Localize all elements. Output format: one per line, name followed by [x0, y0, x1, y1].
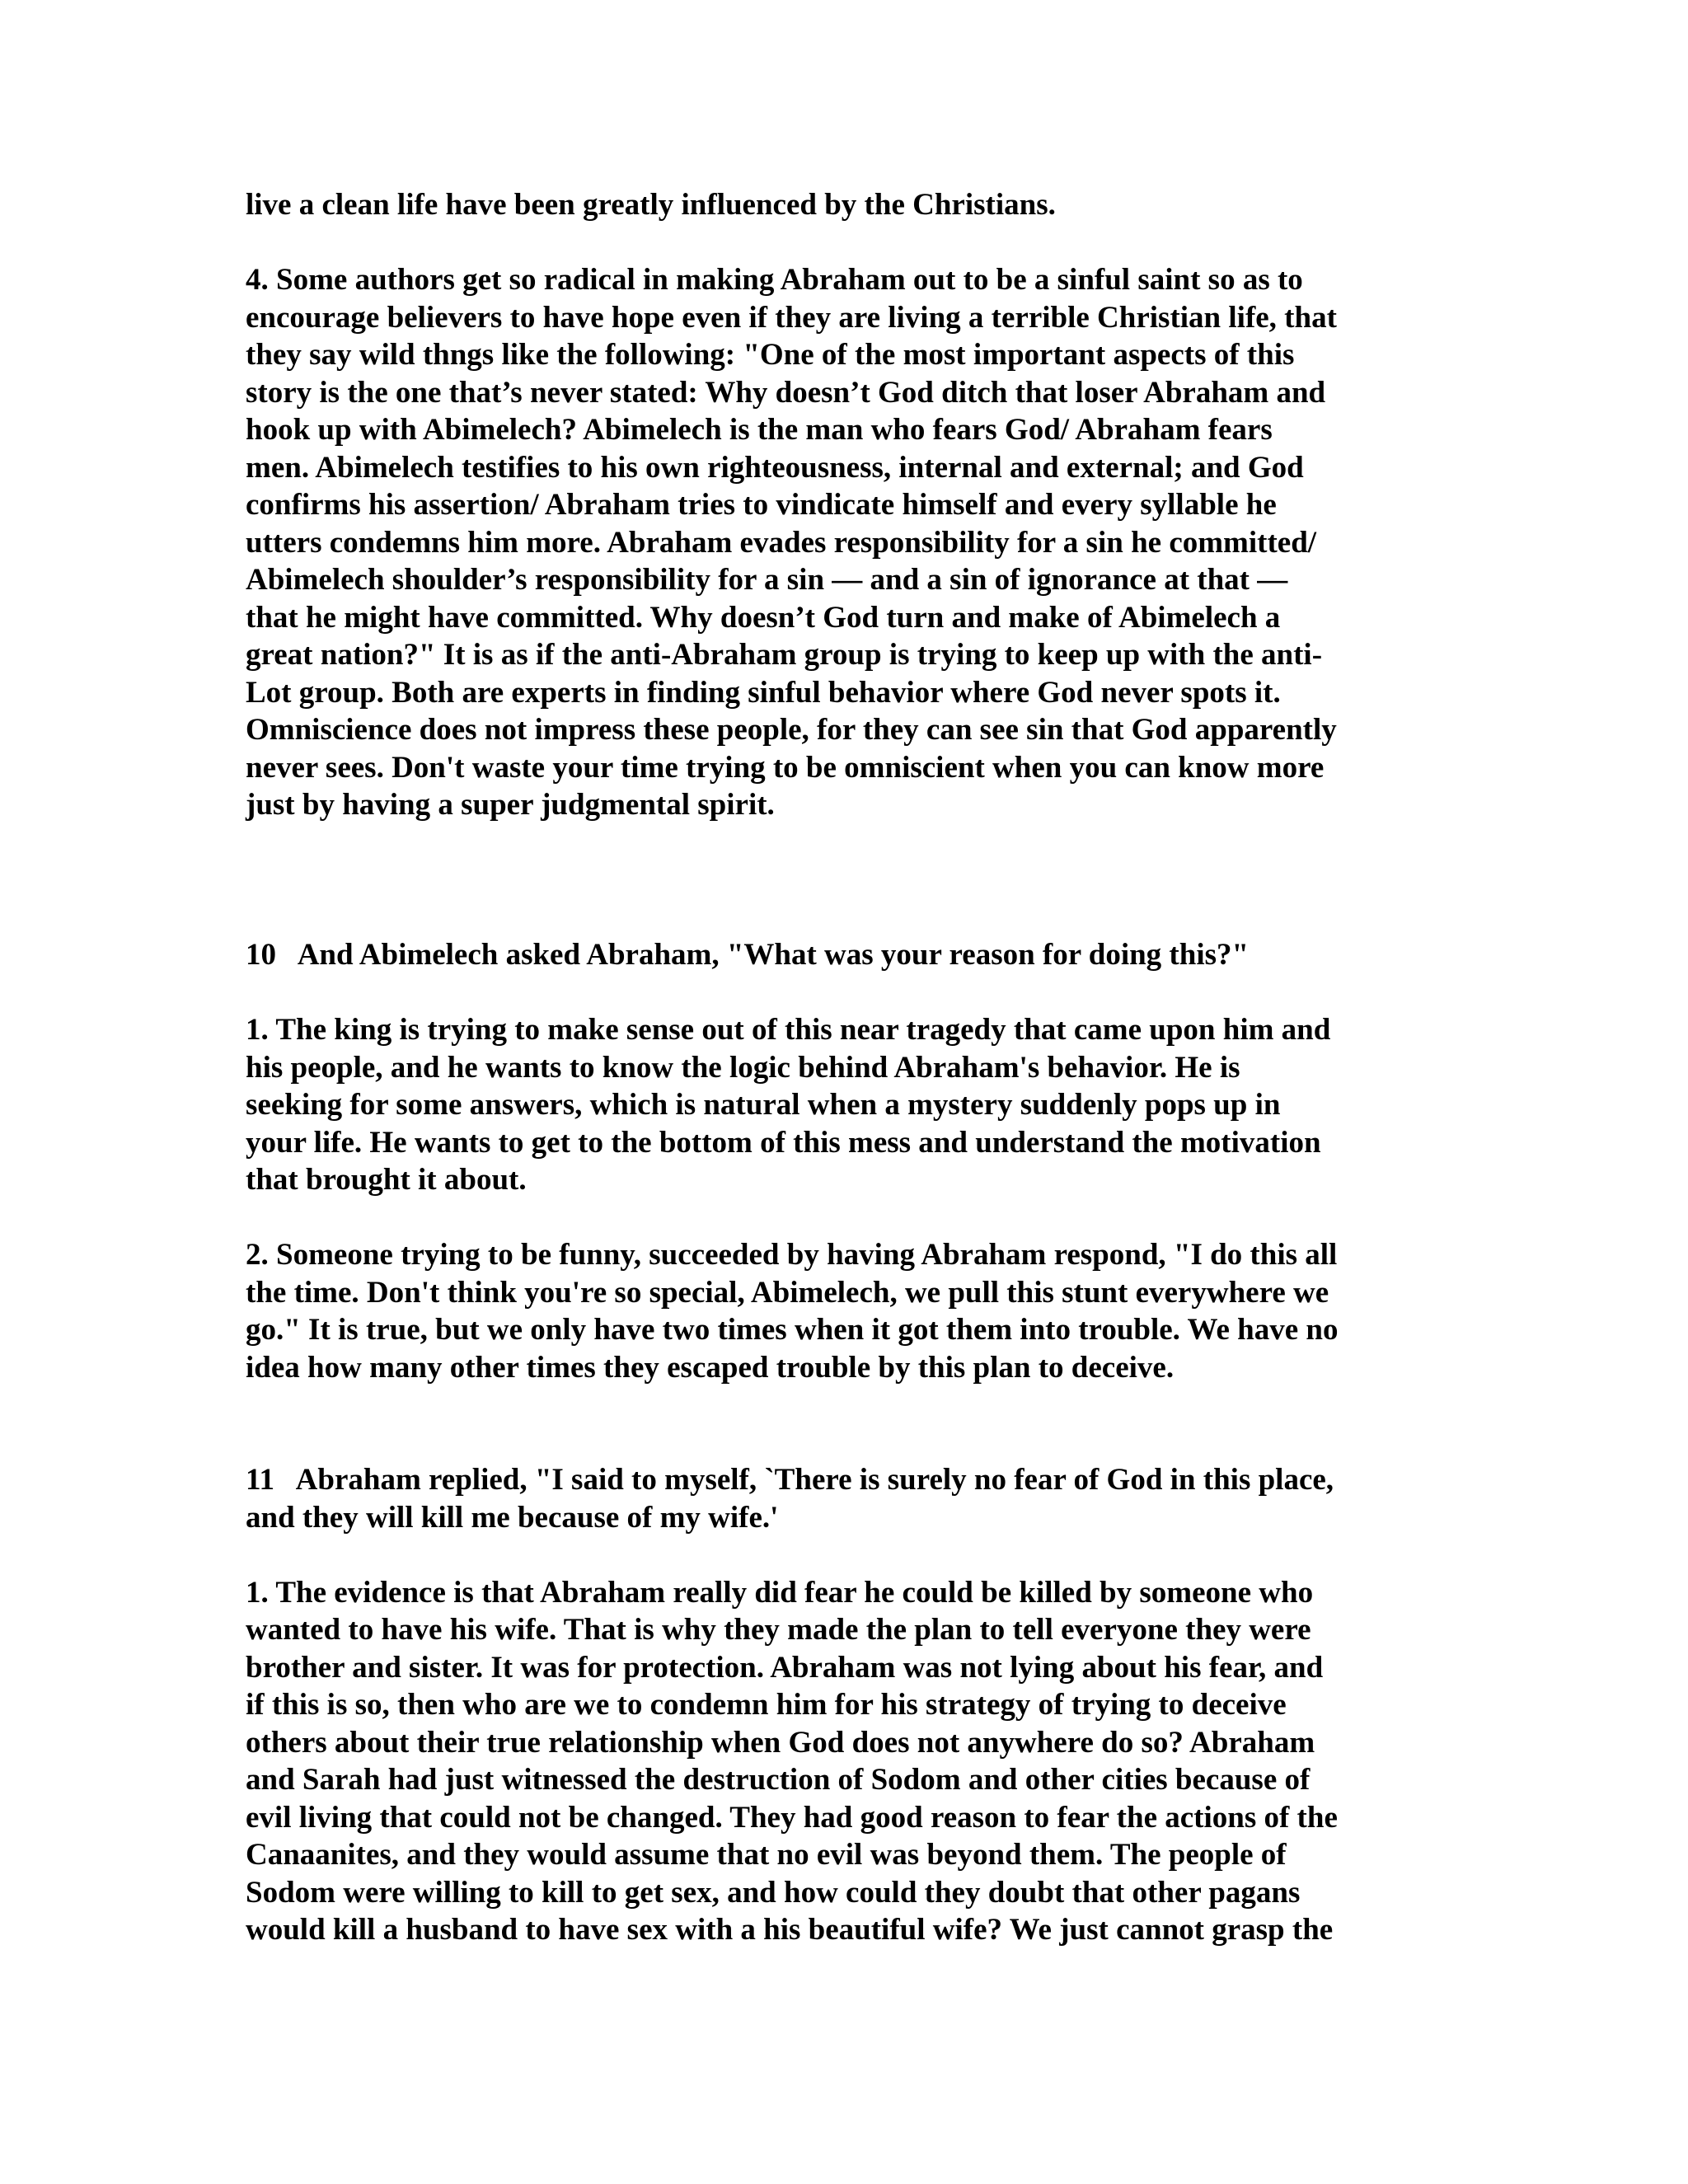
text-line: brother and sister. It was for protection. Abraham was not lying about his fear, and [246, 1650, 1324, 1685]
text-line: Lot group. Both are experts in finding sinful behavior where God never spots it. [246, 675, 1281, 710]
text-line: 2. Someone trying to be funny, succeeded by having Abraham respond, "I do this all [246, 1238, 1338, 1272]
verse-heading-10 [246, 936, 1442, 974]
text-line: seeking for some answers, which is natural when a mystery suddenly pops up in [246, 1088, 1281, 1122]
paragraph-verse-10-point-2 [246, 1236, 1442, 1386]
text-line: and they will kill me because of my wife.' [246, 1500, 779, 1535]
text-line: Abimelech shoulder’s responsibility for a sin — and a sin of ignorance at that — [246, 563, 1288, 597]
text-line: go." It is true, but we only have two times when it got them into trouble. We have no [246, 1313, 1339, 1347]
paragraph-point-4 [246, 261, 1442, 824]
text-line: that brought it about. [246, 1163, 527, 1197]
text-line: the time. Don't think you're so special, Abimelech, we pull this stunt everywhere we [246, 1275, 1329, 1310]
section-spacer [246, 824, 1442, 937]
text-line: never sees. Don't waste your time trying to be omniscient when you can know more [246, 750, 1325, 785]
document-page [246, 186, 1442, 1949]
text-line: story is the one that’s never stated: Why doesn’t God ditch that loser Abraham and [246, 375, 1326, 410]
verse-heading-11 [246, 1461, 1442, 1536]
paragraph-spacer [246, 1199, 1442, 1237]
text-line: 4. Some authors get so radical in making Abraham out to be a sinful saint so as to [246, 263, 1303, 297]
text-line: and Sarah had just witnessed the destruction of Sodom and other cities because of [246, 1763, 1311, 1797]
text-line: 11 Abraham replied, "I said to myself, `There is surely no fear of God in this place, [246, 1463, 1334, 1497]
text-line: hook up with Abimelech? Abimelech is the man who fears God/ Abraham fears [246, 413, 1273, 447]
text-line: utters condemns him more. Abraham evades responsibility for a sin he committed/ [246, 525, 1317, 560]
text-line: Sodom were willing to kill to get sex, and how could they doubt that other pagans [246, 1875, 1301, 1910]
text-line: your life. He wants to get to the bottom of this mess and understand the motivation [246, 1125, 1321, 1160]
text-line: evil living that could not be changed. They had good reason to fear the actions of the [246, 1800, 1338, 1835]
text-line: idea how many other times they escaped trouble by this plan to deceive. [246, 1350, 1175, 1385]
text-line: Canaanites, and they would assume that no evil was beyond them. The people of [246, 1838, 1287, 1872]
text-line: Omniscience does not impress these people, for they can see sin that God apparently [246, 713, 1337, 747]
text-line: confirms his assertion/ Abraham tries to vindicate himself and every syllable he [246, 488, 1277, 522]
paragraph-intro-continuation [246, 186, 1442, 224]
section-spacer [246, 1386, 1442, 1461]
text-line: wanted to have his wife. That is why they made the plan to tell everyone they were [246, 1613, 1311, 1647]
text-line: they say wild thngs like the following: "One of the most important aspects of this [246, 338, 1295, 372]
paragraph-spacer [246, 1536, 1442, 1574]
text-line: 10 And Abimelech asked Abraham, "What was your reason for doing this?" [246, 938, 1250, 972]
text-line: would kill a husband to have sex with a his beautiful wife? We just cannot grasp the [246, 1913, 1334, 1947]
text-line: that he might have committed. Why doesn’t God turn and make of Abimelech a [246, 600, 1281, 635]
text-line: live a clean life have been greatly influenced by the Christians. [246, 188, 1056, 222]
text-line: 1. The king is trying to make sense out of this near tragedy that came upon him and [246, 1013, 1331, 1047]
text-line: if this is so, then who are we to condemn him for his strategy of trying to deceive [246, 1688, 1287, 1722]
text-line: encourage believers to have hope even if they are living a terrible Christian life, that [246, 300, 1337, 335]
paragraph-spacer [246, 974, 1442, 1012]
paragraph-spacer [246, 224, 1442, 262]
text-line: just by having a super judgmental spirit. [246, 788, 775, 822]
text-line: others about their true relationship when God does not anywhere do so? Abraham [246, 1725, 1315, 1760]
text-line: 1. The evidence is that Abraham really did fear he could be killed by someone who [246, 1575, 1314, 1610]
paragraph-verse-10-point-1 [246, 1011, 1442, 1199]
text-line: men. Abimelech testifies to his own righteousness, internal and external; and God [246, 450, 1304, 485]
paragraph-verse-11-point-1 [246, 1574, 1442, 1949]
text-line: great nation?" It is as if the anti-Abraham group is trying to keep up with the anti- [246, 638, 1323, 672]
text-line: his people, and he wants to know the logic behind Abraham's behavior. He is [246, 1050, 1240, 1085]
